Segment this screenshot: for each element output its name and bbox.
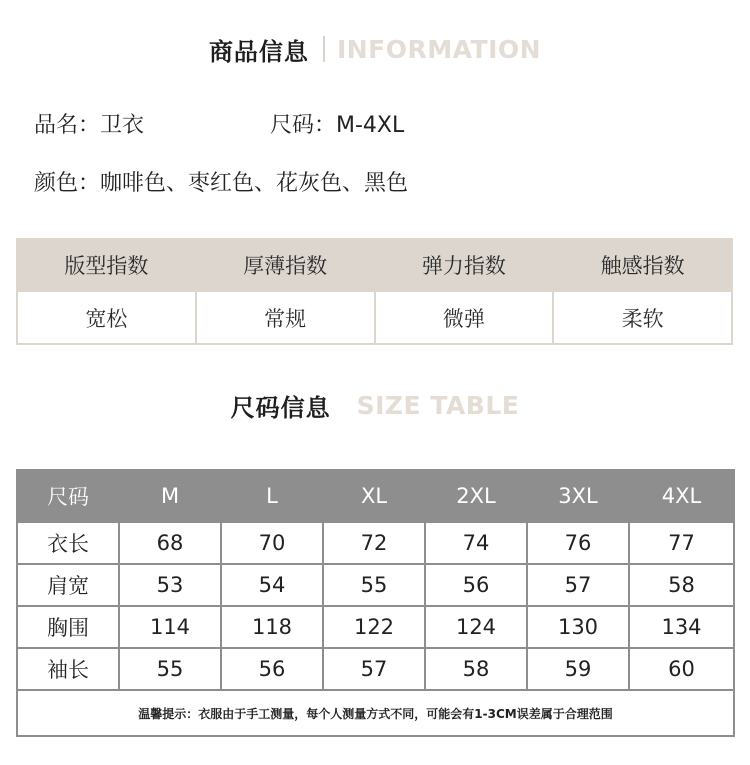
product-info-title-en: INFORMATION — [336, 34, 542, 64]
title-divider — [323, 36, 325, 62]
product-info-title: 商品信息 — [208, 37, 309, 66]
size-cell: 59 — [527, 648, 629, 690]
index-header-cell: 厚薄指数 — [196, 239, 375, 291]
size-cell: 58 — [629, 564, 734, 606]
size-header-cell: L — [221, 470, 323, 522]
index-table-values — [17, 291, 732, 344]
index-value-cell: 柔软 — [553, 291, 732, 344]
index-header-cell: 弹力指数 — [375, 239, 554, 291]
product-info-heading — [0, 28, 750, 70]
index-header-cell: 版型指数 — [17, 239, 196, 291]
size-cell: 76 — [527, 522, 629, 564]
index-header-cell: 触感指数 — [553, 239, 732, 291]
size-cell: 118 — [221, 606, 323, 648]
row-label: 胸围 — [17, 606, 119, 648]
index-table-header — [17, 239, 732, 291]
measurement-note: 温馨提示：衣服由于手工测量，每个人测量方式不同，可能会有1-3CM误差属于合理范围 — [17, 690, 734, 736]
size-header-cell: 3XL — [527, 470, 629, 522]
size-cell: 58 — [425, 648, 527, 690]
size-info-title: 尺码信息 — [230, 393, 331, 422]
index-value-cell: 常规 — [196, 291, 375, 344]
table-row — [17, 648, 734, 690]
size-header-cell: 4XL — [629, 470, 734, 522]
product-colors: 颜色：咖啡色、枣红色、花灰色、黑色 — [34, 171, 409, 196]
size-cell: 70 — [221, 522, 323, 564]
row-label: 衣长 — [17, 522, 119, 564]
size-table-header — [17, 470, 734, 522]
index-value-cell: 宽松 — [17, 291, 196, 344]
row-label: 袖长 — [17, 648, 119, 690]
size-header-cell: 2XL — [425, 470, 527, 522]
product-size-range: 尺码：M-4XL — [270, 113, 405, 138]
size-cell: 60 — [629, 648, 734, 690]
table-row — [17, 522, 734, 564]
size-info-heading — [0, 384, 750, 426]
size-cell: 68 — [119, 522, 221, 564]
size-cell: 74 — [425, 522, 527, 564]
size-header-cell: XL — [323, 470, 425, 522]
product-name: 品名：卫衣 — [34, 113, 145, 138]
size-cell: 134 — [629, 606, 734, 648]
size-cell: 72 — [323, 522, 425, 564]
size-cell: 56 — [221, 648, 323, 690]
size-cell: 77 — [629, 522, 734, 564]
table-row — [17, 564, 734, 606]
size-header-cell: 尺码 — [17, 470, 119, 522]
size-header-cell: M — [119, 470, 221, 522]
index-table — [16, 238, 733, 345]
size-cell: 130 — [527, 606, 629, 648]
size-cell: 114 — [119, 606, 221, 648]
size-cell: 57 — [323, 648, 425, 690]
table-row — [17, 606, 734, 648]
size-table — [16, 469, 735, 737]
index-value-cell: 微弹 — [375, 291, 554, 344]
table-note-row — [17, 690, 734, 736]
row-label: 肩宽 — [17, 564, 119, 606]
size-cell: 57 — [527, 564, 629, 606]
size-cell: 122 — [323, 606, 425, 648]
size-cell: 55 — [323, 564, 425, 606]
size-info-title-en: SIZE TABLE — [356, 390, 520, 420]
size-cell: 53 — [119, 564, 221, 606]
size-cell: 54 — [221, 564, 323, 606]
size-cell: 56 — [425, 564, 527, 606]
size-cell: 55 — [119, 648, 221, 690]
size-cell: 124 — [425, 606, 527, 648]
